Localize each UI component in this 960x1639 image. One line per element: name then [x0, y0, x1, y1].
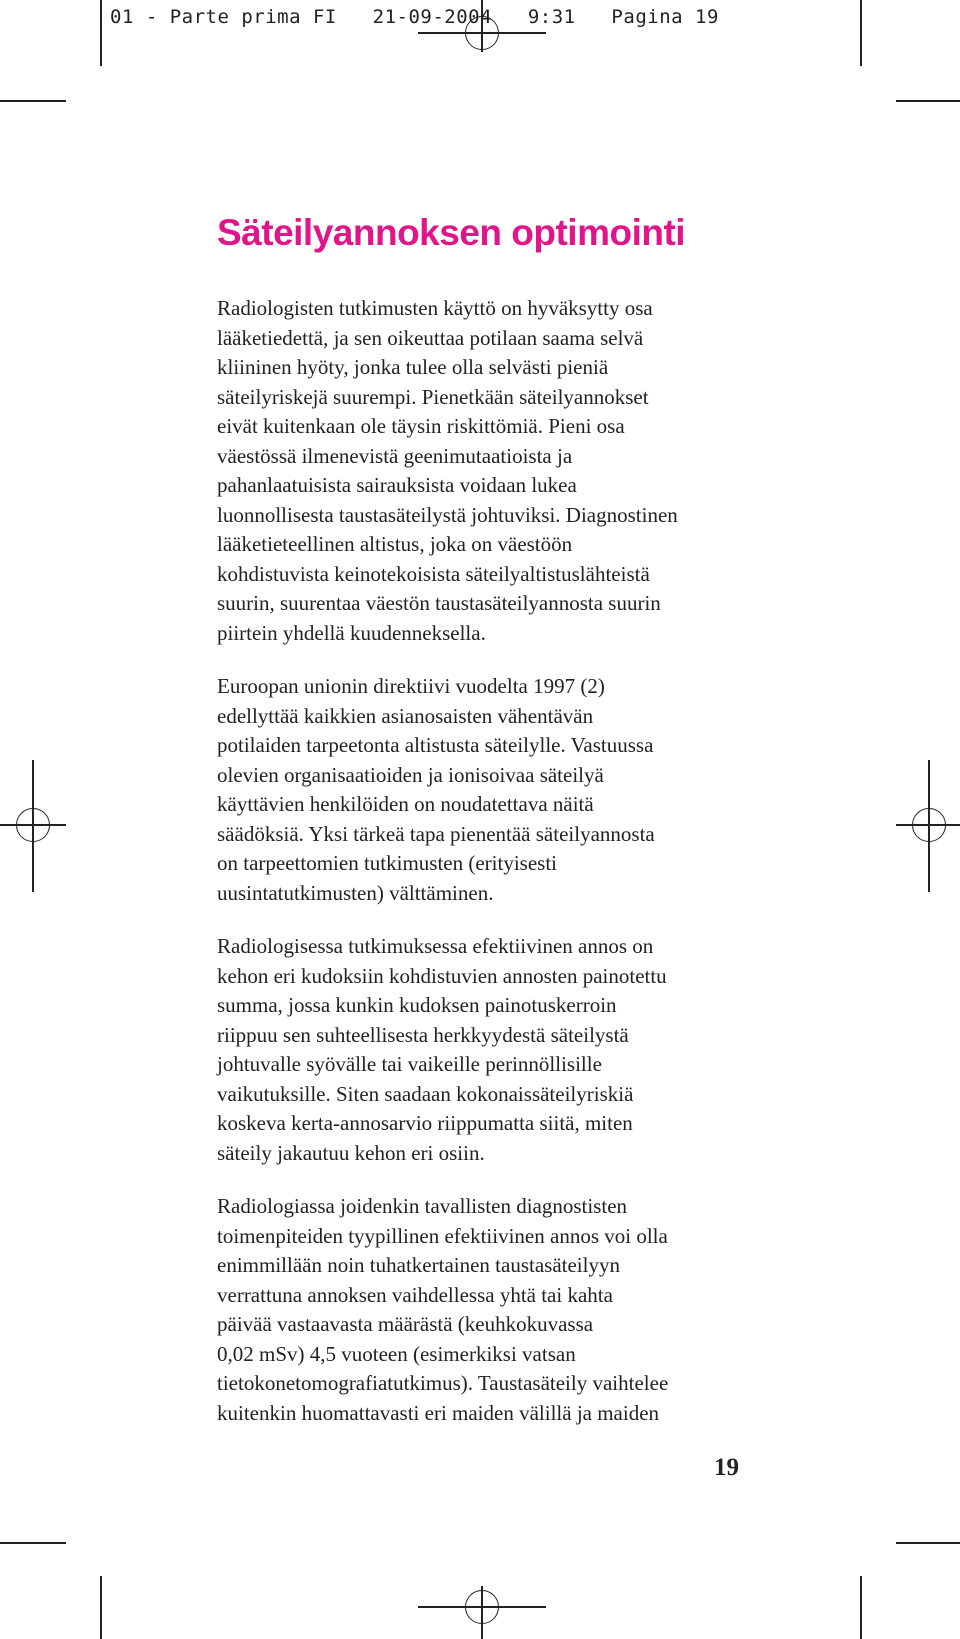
text-line: pahanlaatuisista sairauksista voidaan lukea [217, 473, 577, 497]
body-paragraph-4 [217, 1192, 757, 1428]
text-line: on tarpeettomien tutkimusten (erityisesti [217, 851, 558, 875]
crop-mark-line [860, 0, 862, 66]
text-line: potilaiden tarpeetonta altistusta säteilylle. Vastuussa [217, 733, 654, 757]
text-line: luonnollisesta taustasäteilystä johtuviksi. Diagnostinen [217, 502, 678, 527]
crop-mark-line [860, 1576, 862, 1639]
text-line: kliininen hyöty, jonka tulee olla selvästi pieniä [217, 355, 609, 379]
text-line: uusintatutkimusten) välttäminen. [217, 880, 494, 905]
text-line: säädöksiä. Yksi tärkeä tapa pienentää säteilyannosta [217, 821, 655, 846]
crop-mark-line [0, 1542, 66, 1544]
text-line: kohdistuvista keinotekoisista säteilyaltistuslähteistä [217, 561, 650, 586]
page-number: 19 [714, 1454, 739, 1481]
text-line: verrattuna annoksen vaihdellessa yhtä tai kahta [217, 1282, 613, 1307]
crop-mark-line [896, 100, 960, 102]
crop-mark-line [100, 0, 102, 66]
text-line: toimenpiteiden tyypillinen efektiivinen annos voi olla [217, 1223, 668, 1248]
text-line: kuitenkin huomattavasti eri maiden välillä ja maiden [217, 1400, 660, 1425]
body-paragraph-3 [217, 932, 757, 1168]
registration-mark-icon [912, 808, 946, 842]
text-line: koskeva kerta-annosarvio riippumatta siitä, miten [217, 1111, 633, 1135]
text-line: käyttävien henkilöiden on noudatettava näitä [217, 792, 594, 816]
text-line: Euroopan unionin direktiivi vuodelta 1997 (2) [217, 674, 605, 698]
text-line: lääketiedettä, ja sen oikeuttaa potilaan saama selvä [217, 325, 644, 350]
text-line: säteily jakautuu kehon eri osiin. [217, 1140, 485, 1165]
crop-mark-line [896, 1542, 960, 1544]
registration-mark-icon [465, 1590, 499, 1624]
text-line: väestössä ilmenevistä geenimutaatioista ja [217, 443, 573, 468]
text-line: enimmillään noin tuhatkertainen taustasäteilyyn [217, 1253, 620, 1277]
text-line: Radiologiassa joidenkin tavallisten diagnostisten [217, 1194, 628, 1218]
body-paragraph-1 [217, 294, 757, 648]
text-line: tietokonetomografiatutkimus). Taustasäteily vaihtelee [217, 1371, 669, 1395]
text-line: riippuu sen suhteellisesta herkkyydestä säteilystä [217, 1022, 629, 1047]
text-line: eivät kuitenkaan ole täysin riskittömiä. Pieni osa [217, 414, 625, 438]
body-paragraph-2 [217, 672, 757, 908]
registration-mark-icon [16, 808, 50, 842]
crop-mark-line [100, 1576, 102, 1639]
text-line: suurin, suurentaa väestön taustasäteilyannosta suurin [217, 591, 661, 615]
text-line: summa, jossa kunkin kudoksen painotuskerroin [217, 993, 617, 1017]
page-title: Säteilyannoksen optimointi [217, 212, 686, 253]
print-slug: 01 - Parte prima FI 21-09-2004 9:31 Pagina 19 [110, 6, 719, 28]
text-line: kehon eri kudoksiin kohdistuvien annosten painotettu [217, 963, 667, 988]
text-line: vaikutuksille. Siten saadaan kokonaissäteilyriskiä [217, 1081, 634, 1106]
text-line: lääketieteellinen altistus, joka on väestöön [217, 532, 573, 556]
text-line: Radiologisessa tutkimuksessa efektiivinen annos on [217, 934, 654, 958]
text-line: olevien organisaatioiden ja ionisoivaa säteilyä [217, 762, 604, 787]
text-line: päivää vastaavasta määrästä (keuhkokuvassa [217, 1312, 594, 1336]
text-line: piirtein yhdellä kuudenneksella. [217, 620, 486, 645]
crop-mark-line [0, 100, 66, 102]
text-line: säteilyriskejä suurempi. Pienetkään säteilyannokset [217, 384, 649, 409]
text-line: Radiologisten tutkimusten käyttö on hyväksytty osa [217, 296, 653, 320]
text-line: edellyttää kaikkien asianosaisten vähentävän [217, 703, 594, 728]
text-line: 0,02 mSv) 4,5 vuoteen (esimerkiksi vatsan [217, 1341, 576, 1366]
text-line: johtuvalle syövälle tai vaikeille perinnöllisille [217, 1052, 602, 1076]
